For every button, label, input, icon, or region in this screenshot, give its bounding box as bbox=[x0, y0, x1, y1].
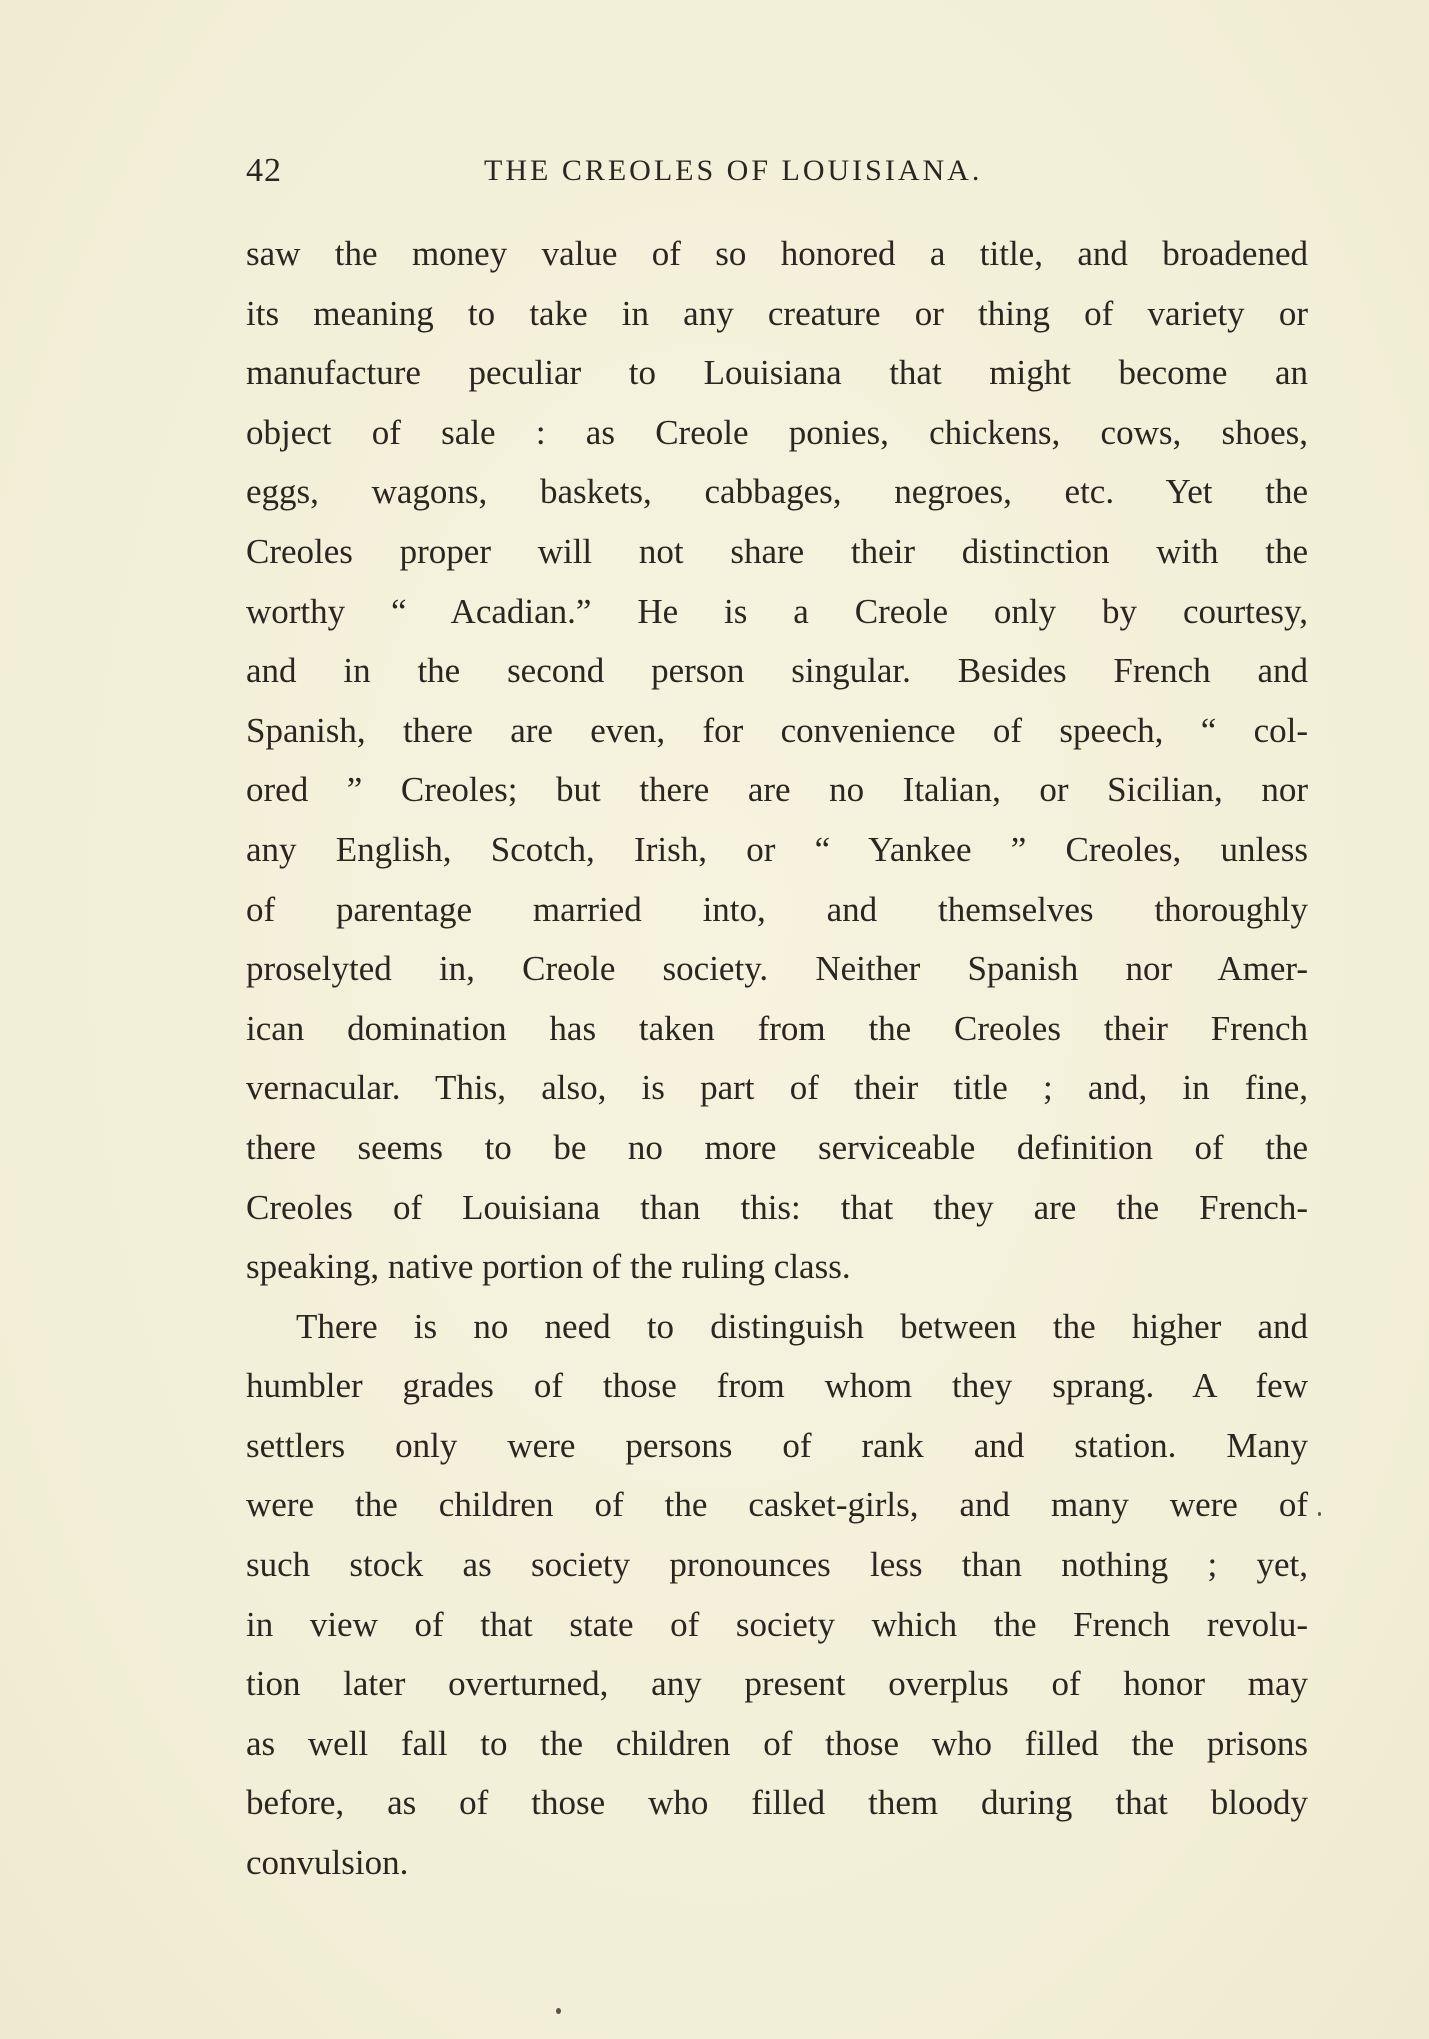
text-line: convulsion. bbox=[246, 1843, 409, 1883]
text-line: There is no need to distinguish between the higher and bbox=[296, 1306, 1308, 1346]
body-text bbox=[246, 224, 1308, 1893]
text-line: of parentage married into, and themselves thoroughly bbox=[246, 889, 1308, 929]
text-line: worthy “ Acadian.” He is a Creole only by courtesy, bbox=[246, 591, 1308, 631]
text-line: were the children of the casket-girls, and many were of bbox=[246, 1485, 1308, 1525]
text-line: Creoles of Louisiana than this: that they are the French- bbox=[246, 1187, 1308, 1227]
text-line: vernacular. This, also, is part of their title ; and, in fine, bbox=[246, 1068, 1308, 1108]
paper-speck bbox=[1318, 1512, 1321, 1516]
text-line: its meaning to take in any creature or thing of variety or bbox=[246, 293, 1308, 333]
text-line: speaking, native portion of the ruling class. bbox=[246, 1247, 851, 1287]
text-line: as well fall to the children of those who filled the prisons bbox=[246, 1723, 1308, 1763]
text-line: humbler grades of those from whom they sprang. A few bbox=[246, 1366, 1308, 1406]
text-line: tion later overturned, any present overplus of honor may bbox=[246, 1664, 1308, 1704]
text-line: proselyted in, Creole society. Neither Spanish nor Amer- bbox=[246, 949, 1308, 989]
text-line: there seems to be no more serviceable definition of the bbox=[246, 1127, 1308, 1167]
text-line: ican domination has taken from the Creoles their French bbox=[246, 1008, 1308, 1048]
paragraph-1 bbox=[246, 224, 1308, 1297]
text-line: manufacture peculiar to Louisiana that might become an bbox=[246, 353, 1308, 393]
text-line: eggs, wagons, baskets, cabbages, negroes, etc. Yet the bbox=[246, 472, 1308, 512]
paper-speck bbox=[556, 2008, 561, 2014]
text-line: Creoles proper will not share their distinction with the bbox=[246, 531, 1308, 571]
text-line: ored ” Creoles; but there are no Italian, or Sicilian, nor bbox=[246, 770, 1308, 810]
text-line: settlers only were persons of rank and station. Many bbox=[246, 1425, 1308, 1465]
text-line: before, as of those who filled them during that bloody bbox=[246, 1783, 1308, 1823]
text-line: any English, Scotch, Irish, or “ Yankee ” Creoles, unless bbox=[246, 829, 1308, 869]
running-title: THE CREOLES OF LOUISIANA. bbox=[484, 154, 983, 187]
text-line: such stock as society pronounces less than nothing ; yet, bbox=[246, 1545, 1308, 1585]
page-number: 42 bbox=[246, 152, 282, 189]
paragraph-2 bbox=[246, 1297, 1308, 1893]
text-line: and in the second person singular. Besides French and bbox=[246, 651, 1308, 691]
text-line: in view of that state of society which the French revolu- bbox=[246, 1604, 1308, 1644]
page-header bbox=[246, 152, 1306, 200]
text-line: Spanish, there are even, for convenience of speech, “ col- bbox=[246, 710, 1308, 750]
text-line: object of sale : as Creole ponies, chickens, cows, shoes, bbox=[246, 412, 1308, 452]
text-line: saw the money value of so honored a title, and broadened bbox=[246, 234, 1308, 273]
